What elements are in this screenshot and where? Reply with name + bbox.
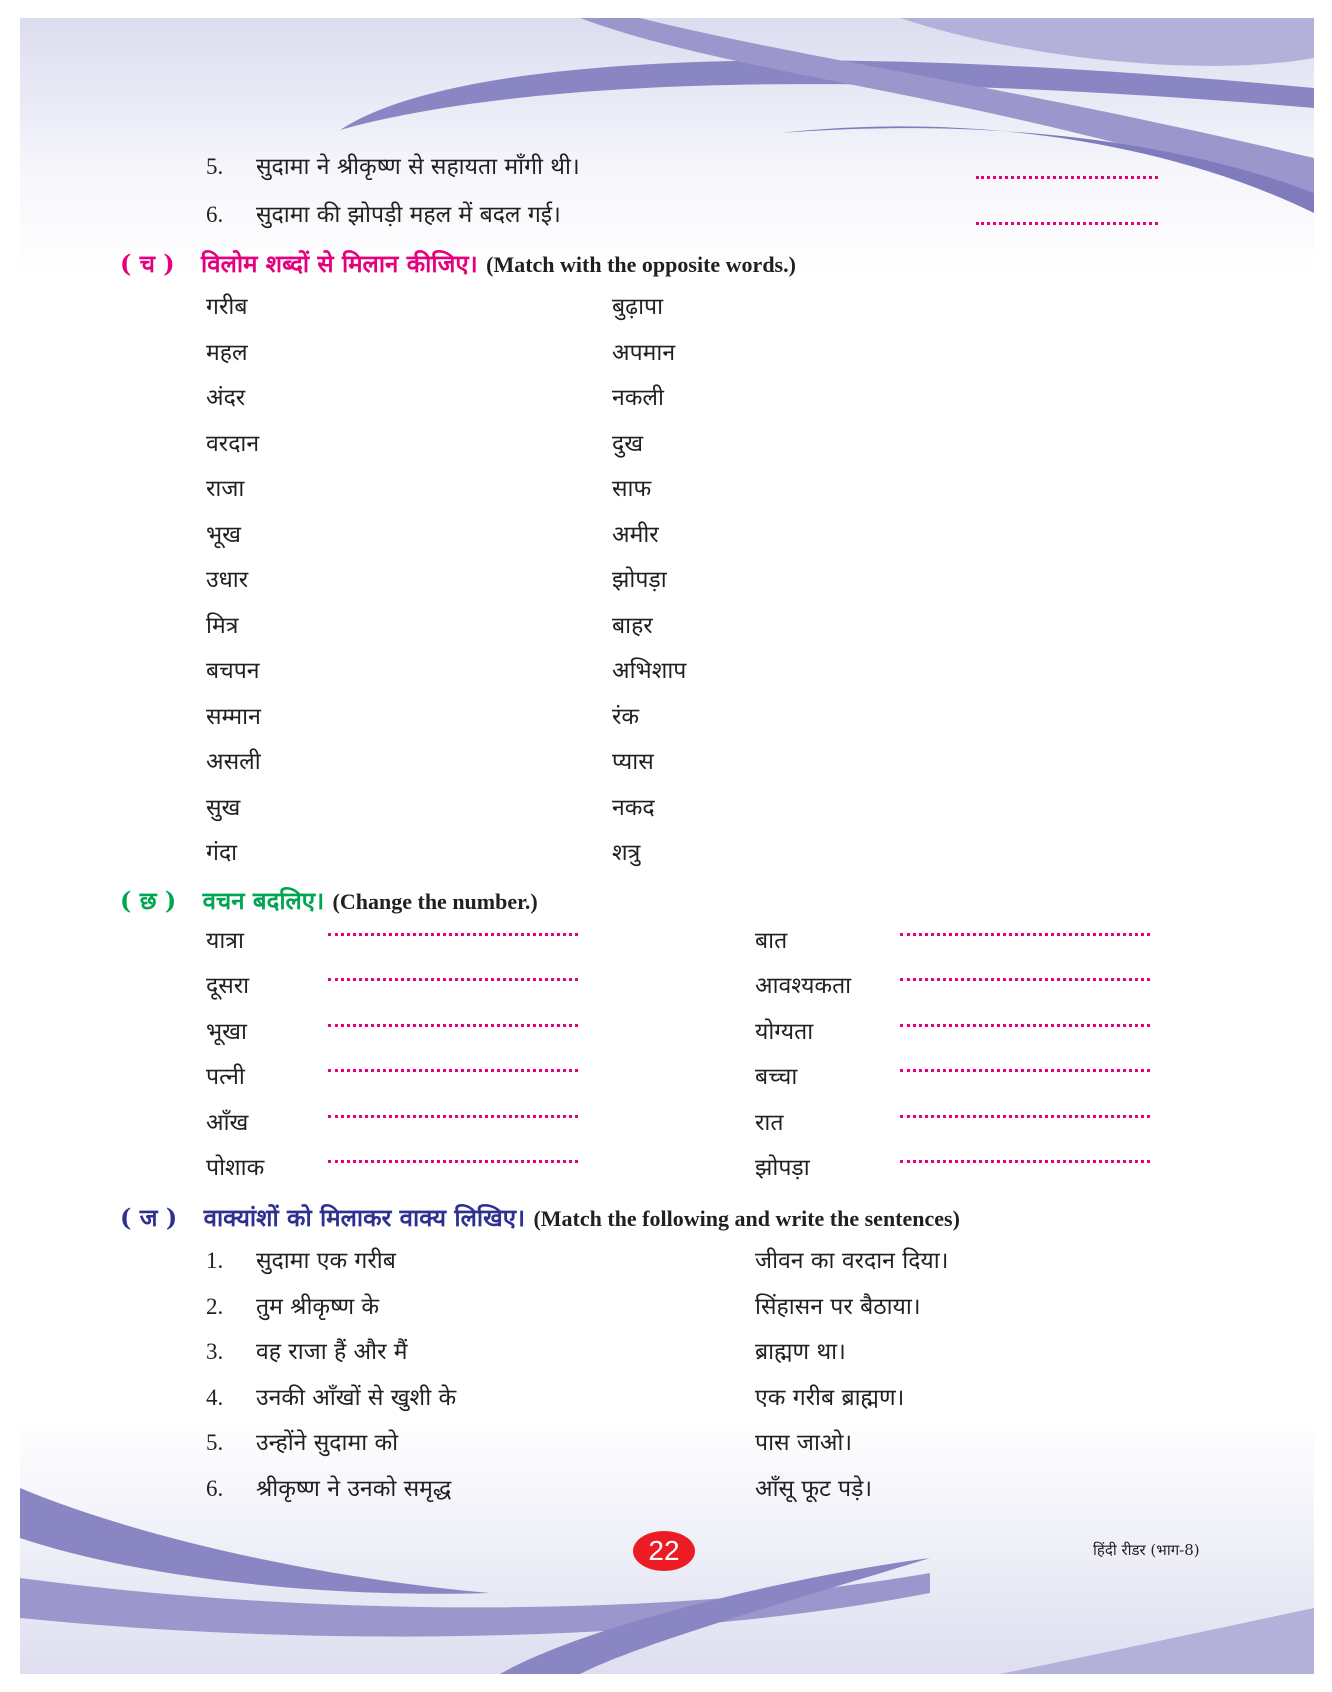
list-item: महल xyxy=(206,340,248,366)
list-item: राजा xyxy=(206,476,245,502)
answer-blank[interactable] xyxy=(328,1069,578,1072)
phrase-left: श्रीकृष्ण ने उनको समृद्ध xyxy=(256,1476,452,1502)
word: यात्रा xyxy=(206,928,244,954)
word: आवश्यकता xyxy=(755,973,852,999)
word: भूखा xyxy=(206,1019,247,1045)
answer-blank[interactable] xyxy=(328,1160,578,1163)
list-item: रंक xyxy=(612,704,640,730)
list-item: सम्मान xyxy=(206,704,261,730)
list-item: अभिशाप xyxy=(612,658,687,684)
answer-blank[interactable] xyxy=(900,978,1150,981)
answer-blank[interactable] xyxy=(328,1115,578,1118)
list-item: उधार xyxy=(206,567,249,593)
answer-blank[interactable] xyxy=(328,1024,578,1027)
word: पोशाक xyxy=(206,1155,265,1181)
phrase-left: उनकी आँखों से खुशी के xyxy=(256,1385,457,1411)
list-item: भूख xyxy=(206,522,241,548)
phrase-right: एक गरीब ब्राह्मण। xyxy=(755,1385,905,1411)
phrase-right: पास जाओ। xyxy=(755,1430,853,1456)
item-number: 6. xyxy=(206,1476,224,1501)
list-item: अंदर xyxy=(206,385,246,411)
section-title: विलोम शब्दों से मिलान कीजिए। xyxy=(201,249,478,278)
answer-blank[interactable] xyxy=(900,1115,1150,1118)
list-item: नकद xyxy=(612,795,655,821)
section-title: वचन बदलिए। xyxy=(202,886,325,915)
list-item: अमीर xyxy=(612,522,659,548)
list-item: सुख xyxy=(206,795,241,821)
phrase-left: तुम श्रीकृष्ण के xyxy=(256,1294,380,1320)
list-item: गंदा xyxy=(206,840,238,866)
list-item: अपमान xyxy=(612,340,676,366)
statement-text: सुदामा ने श्रीकृष्ण से सहायता माँगी थी। xyxy=(256,154,580,180)
answer-blank[interactable] xyxy=(328,933,578,936)
phrase-left: सुदामा एक गरीब xyxy=(256,1248,396,1274)
list-item: बुढ़ापा xyxy=(612,294,664,320)
list-item: साफ xyxy=(612,476,652,502)
phrase-right: ब्राह्मण था। xyxy=(755,1339,846,1365)
statement-text: सुदामा की झोपड़ी महल में बदल गई। xyxy=(256,202,561,228)
item-number: 2. xyxy=(206,1294,224,1319)
list-item: असली xyxy=(206,749,261,775)
word: बात xyxy=(755,928,788,954)
word: रात xyxy=(755,1110,784,1136)
phrase-right: आँसू फूट पड़े। xyxy=(755,1476,873,1502)
list-item: शत्रु xyxy=(612,840,641,866)
list-item: दुख xyxy=(612,431,644,457)
section-english-instruction: (Change the number.) xyxy=(332,889,538,914)
item-number: 3. xyxy=(206,1339,224,1364)
word: बच्चा xyxy=(755,1064,798,1090)
answer-blank[interactable] xyxy=(900,1069,1150,1072)
answer-blank[interactable] xyxy=(900,1160,1150,1163)
answer-blank[interactable] xyxy=(900,1024,1150,1027)
phrase-left: उन्होंने सुदामा को xyxy=(256,1430,399,1456)
section-marker: ( छ ) xyxy=(120,886,177,915)
book-title-footer: हिंदी रीडर (भाग-8) xyxy=(1093,1541,1200,1559)
list-item: नकली xyxy=(612,385,664,411)
item-number: 5. xyxy=(206,1430,224,1455)
word: आँख xyxy=(206,1110,249,1136)
list-item: वरदान xyxy=(206,431,260,457)
list-item: बचपन xyxy=(206,658,260,684)
section-ch-heading xyxy=(120,247,796,280)
phrase-right: सिंहासन पर बैठाया। xyxy=(755,1294,921,1320)
phrase-right: जीवन का वरदान दिया। xyxy=(755,1248,949,1274)
answer-blank[interactable] xyxy=(976,222,1158,225)
answer-blank[interactable] xyxy=(900,933,1150,936)
word: पत्नी xyxy=(206,1064,245,1090)
item-number: 6. xyxy=(206,202,224,227)
answer-blank[interactable] xyxy=(976,176,1158,179)
word: योग्यता xyxy=(755,1019,814,1045)
section-marker: ( च ) xyxy=(120,249,175,278)
section-j-heading xyxy=(120,1201,960,1234)
list-item: मित्र xyxy=(206,613,239,639)
item-number: 1. xyxy=(206,1248,224,1273)
page-number-badge: 22 xyxy=(633,1531,695,1571)
list-item: झोपड़ा xyxy=(612,567,667,593)
list-item: गरीब xyxy=(206,294,248,320)
list-item: बाहर xyxy=(612,613,653,639)
section-chh-heading xyxy=(120,884,538,917)
section-english-instruction: (Match the following and write the sentences) xyxy=(533,1206,960,1231)
section-marker: ( ज ) xyxy=(120,1203,178,1232)
item-number: 5. xyxy=(206,154,224,179)
section-english-instruction: (Match with the opposite words.) xyxy=(486,252,796,277)
answer-blank[interactable] xyxy=(328,978,578,981)
section-title: वाक्यांशों को मिलाकर वाक्य लिखिए। xyxy=(203,1203,526,1232)
item-number: 4. xyxy=(206,1385,224,1410)
phrase-left: वह राजा हैं और मैं xyxy=(256,1339,408,1365)
list-item: प्यास xyxy=(612,749,654,775)
word: झोपड़ा xyxy=(755,1155,810,1181)
word: दूसरा xyxy=(206,973,250,999)
